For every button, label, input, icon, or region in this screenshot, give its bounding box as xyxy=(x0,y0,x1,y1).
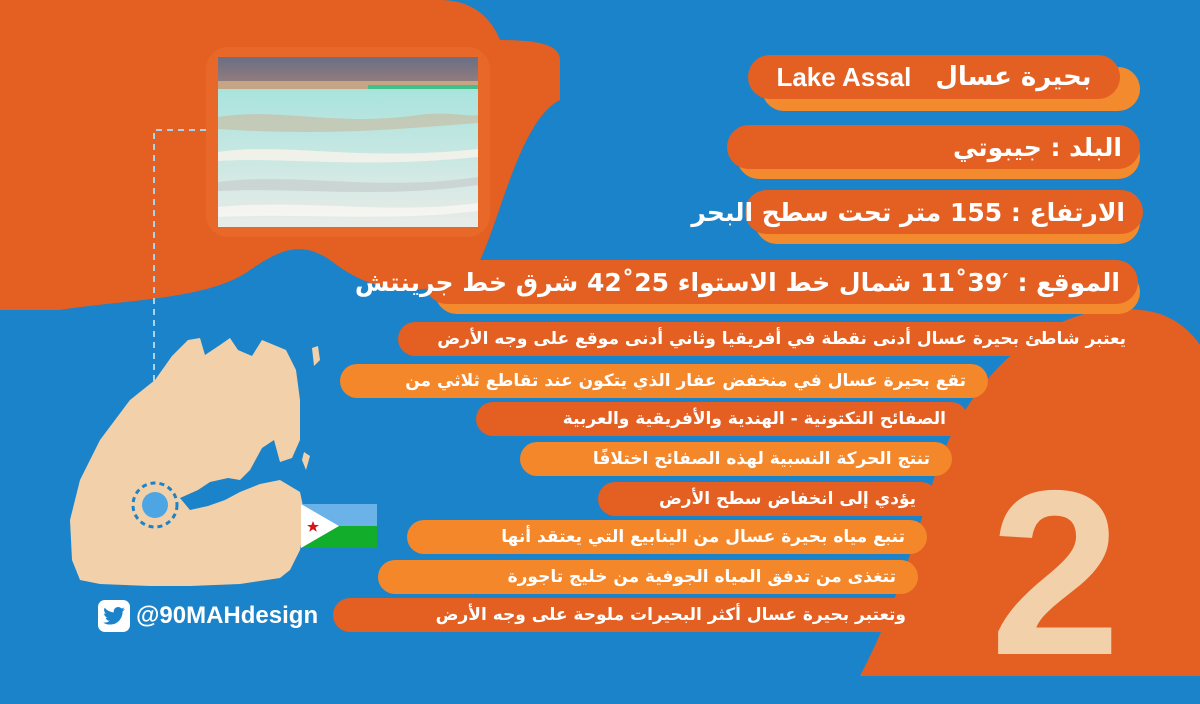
fact-item: تنبع مياه بحيرة عسال من الينابيع التي يعتقد أنها xyxy=(407,520,927,554)
fact-item: تقع بحيرة عسال في منخفض عفار الذي يتكون عند تقاطع ثلاثي من xyxy=(340,364,988,398)
fact-item: يؤدي إلى انخفاض سطح الأرض xyxy=(598,482,938,516)
elevation-text: الارتفاع : 155 متر تحت سطح البحر xyxy=(745,190,1143,234)
social-handle-text: @90MAHdesign xyxy=(136,602,319,629)
country-text: البلد : جيبوتي xyxy=(727,125,1140,169)
title-arabic: بحيرة عسال xyxy=(935,62,1092,92)
title-pill xyxy=(748,55,1140,107)
location-pill xyxy=(354,260,1140,312)
fact-item: تتغذى من تدفق المياه الجوفية من خليج تاجورة xyxy=(378,560,918,594)
title-english: Lake Assal xyxy=(776,61,912,92)
djibouti-flag-icon xyxy=(301,504,377,548)
location-text: الموقع : ′39˚11 شمال خط الاستواء 25˚42 شرق خط جرينتش xyxy=(425,260,1138,304)
twitter-icon xyxy=(98,600,130,632)
country-pill xyxy=(727,125,1140,175)
lake-photo xyxy=(218,57,478,227)
social-handle[interactable] xyxy=(98,600,318,632)
fact-item: تنتج الحركة النسبية لهذه الصفائح اختلافًا xyxy=(520,442,952,476)
elevation-pill xyxy=(691,190,1140,240)
fact-item: الصفائح التكتونية - الهندية والأفريقية والعربية xyxy=(476,402,968,436)
fact-item: يعتبر شاطئ بحيرة عسال أدنى نقطة في أفريقيا وثاني أدنى موقع على وجه الأرض xyxy=(398,322,1148,356)
number-badge: 2 xyxy=(990,441,1121,704)
lake-photo-frame xyxy=(206,47,490,237)
location-marker xyxy=(142,492,168,518)
fact-item: وتعتبر بحيرة عسال أكثر البحيرات ملوحة على وجه الأرض xyxy=(333,598,928,632)
